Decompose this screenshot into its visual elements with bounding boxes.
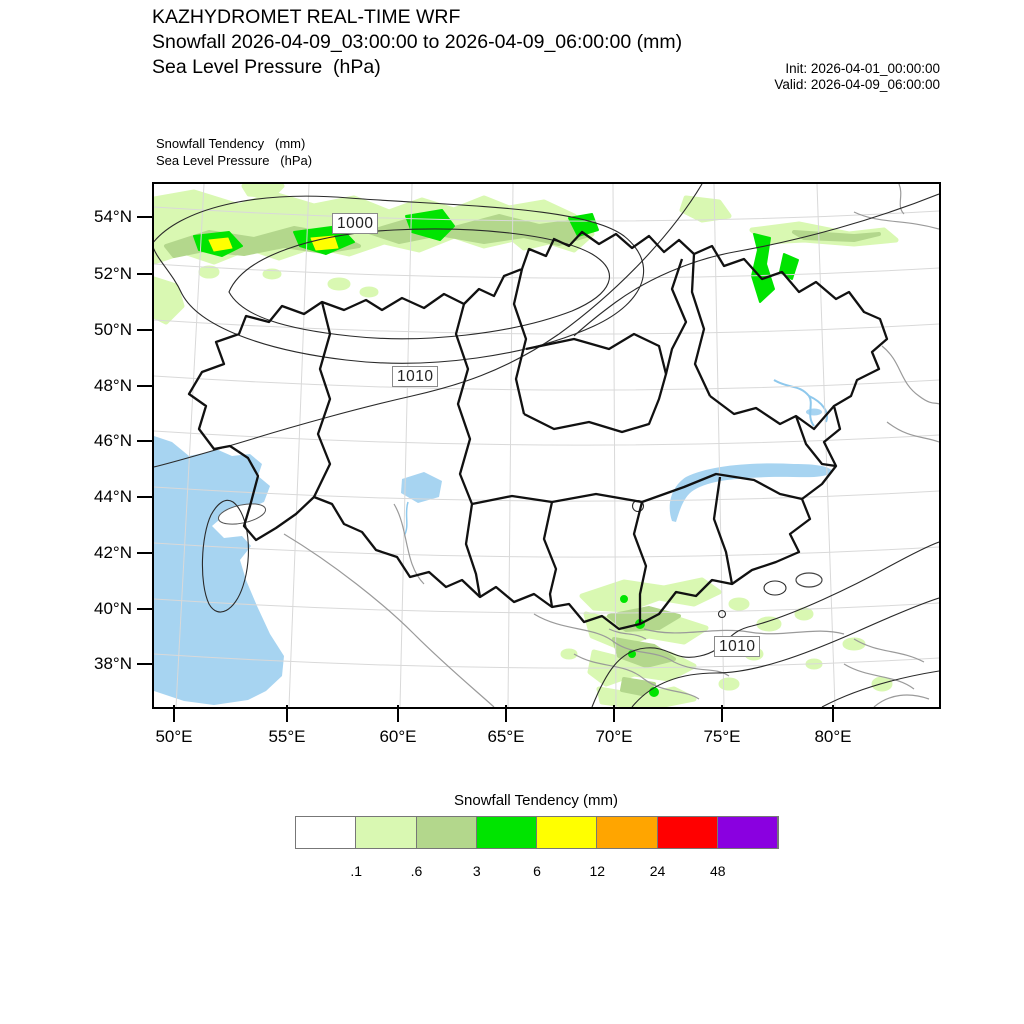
lon-tick [173, 705, 175, 722]
colorbar-tick-label: 24 [649, 863, 666, 879]
colorbar-tick-label: 12 [589, 863, 606, 879]
init-time: Init: 2026-04-01_00:00:00 [785, 61, 940, 76]
colorbar-title: Snowfall Tendency (mm) [454, 792, 618, 809]
lat-tick-label: 38°N [94, 654, 132, 673]
colorbar-cell [658, 817, 718, 848]
region-borders [189, 232, 887, 629]
lat-tick [137, 216, 152, 218]
lake-zaysan [806, 409, 822, 416]
lat-tick-label: 46°N [94, 431, 132, 450]
lat-tick-label: 42°N [94, 543, 132, 562]
lon-tick [286, 705, 288, 722]
lat-tick [137, 385, 152, 387]
pressure-contour-label: 1010 [714, 636, 760, 657]
colorbar-cell [597, 817, 657, 848]
lon-tick [397, 705, 399, 722]
weather-map-svg [154, 184, 939, 707]
colorbar-tick-label: .1 [350, 863, 363, 879]
weather-map [152, 182, 941, 709]
lon-tick [613, 705, 615, 722]
colorbar-cell [718, 817, 778, 848]
map-legend-pressure: Sea Level Pressure (hPa) [156, 153, 313, 168]
lat-tick-label: 44°N [94, 487, 132, 506]
lat-tick-label: 54°N [94, 207, 132, 226]
lon-tick-label: 50°E [155, 727, 193, 746]
lon-tick [505, 705, 507, 722]
lat-tick [137, 552, 152, 554]
lat-tick [137, 273, 152, 275]
colorbar-tick-label: 3 [472, 863, 481, 879]
colorbar-tick-label: .6 [410, 863, 423, 879]
lon-tick-label: 65°E [487, 727, 525, 746]
lon-tick [721, 705, 723, 722]
lon-tick-label: 75°E [703, 727, 741, 746]
lat-tick-label: 52°N [94, 264, 132, 283]
country-outline [189, 232, 887, 629]
colorbar-cell [537, 817, 597, 848]
snowfall-period: Snowfall 2026-04-09_03:00:00 to 2026-04-09_06:00:00 (mm) [152, 31, 683, 53]
lon-tick-label: 80°E [814, 727, 852, 746]
lon-tick-label: 60°E [379, 727, 417, 746]
lat-tick [137, 663, 152, 665]
pressure-contour-label: 1010 [392, 366, 438, 387]
graticule [154, 184, 939, 707]
lon-tick-label: 70°E [595, 727, 633, 746]
lat-tick [137, 496, 152, 498]
lat-tick [137, 608, 152, 610]
colorbar-tick-label: 48 [709, 863, 726, 879]
valid-time: Valid: 2026-04-09_06:00:00 [774, 77, 940, 92]
map-legend-snowfall: Snowfall Tendency (mm) [156, 136, 306, 151]
colorbar-tick-label: 6 [533, 863, 541, 879]
colorbar-cell [417, 817, 477, 848]
lat-tick [137, 440, 152, 442]
colorbar [295, 816, 779, 879]
colorbar-cell [477, 817, 537, 848]
caspian-sea [154, 436, 284, 705]
lon-tick-label: 55°E [268, 727, 306, 746]
lon-tick [832, 705, 834, 722]
colorbar-cell [356, 817, 416, 848]
pressure-contour-label: 1000 [332, 213, 378, 234]
lat-tick-label: 48°N [94, 376, 132, 395]
pressure-contours [154, 184, 939, 707]
lake-issyk-kul [796, 573, 822, 587]
pressure-subtitle: Sea Level Pressure (hPa) [152, 56, 381, 78]
lat-tick-label: 40°N [94, 599, 132, 618]
lat-tick [137, 329, 152, 331]
colorbar-cell [296, 817, 356, 848]
page-title: KAZHYDROMET REAL-TIME WRF [152, 6, 461, 28]
run-info [774, 61, 940, 93]
lat-tick-label: 50°N [94, 320, 132, 339]
